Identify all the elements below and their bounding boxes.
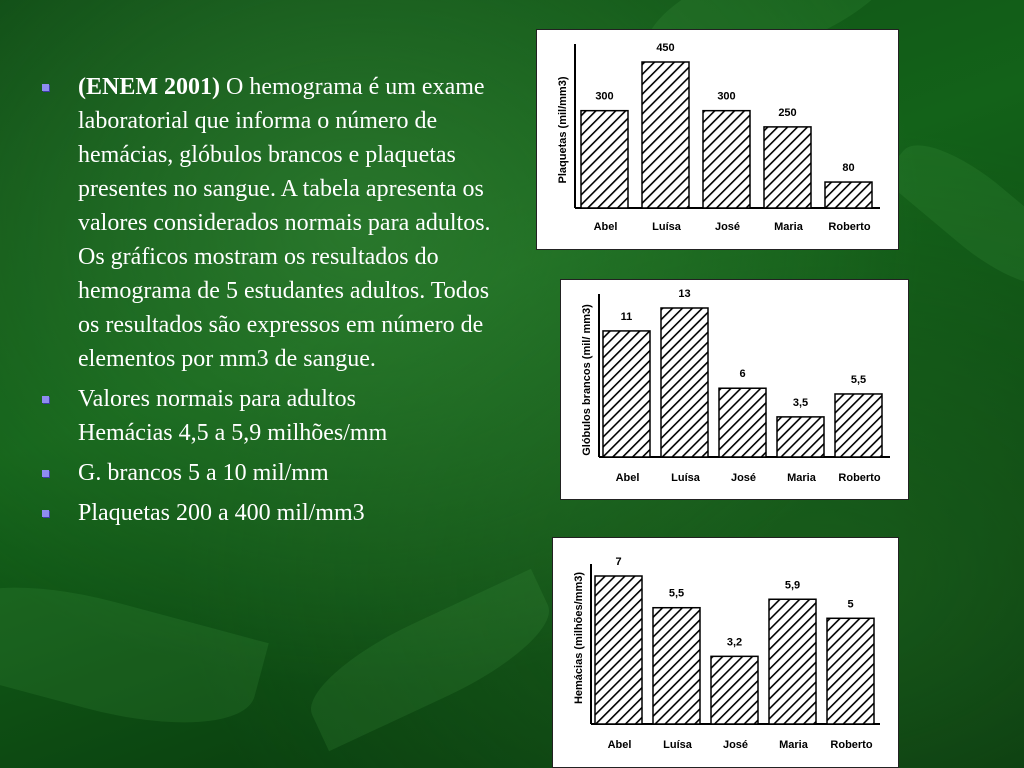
category-label: Maria [774,221,803,233]
bar-value-label: 5,9 [784,579,801,592]
globulos-normal-range: G. brancos 5 a 10 mil/mm [78,460,329,486]
y-axis-label: Glóbulos brancos (mil/ mm3) [581,304,593,456]
hemacias-chart-panel [552,537,899,768]
bar-abel [581,111,628,208]
exam-source: (ENEM 2001) [78,74,220,100]
y-axis-label: Hemácias (milhões/mm3) [573,571,585,705]
bullet-item [38,456,508,490]
globulos-chart-panel [560,279,909,500]
bar-value-label: 80 [842,162,855,175]
square-bullet-icon [42,84,49,91]
category-label: Roberto [838,472,881,484]
category-label: Abel [607,739,632,751]
bar-roberto [835,394,882,457]
square-bullet-icon [42,396,49,403]
bar-value-label: 3,5 [792,396,809,409]
y-axis-label: Plaquetas (mil/mm3) [557,76,569,184]
bar-value-label: 5,5 [850,373,867,386]
square-bullet-icon [42,470,49,477]
plaquetas-chart [537,30,898,249]
bar-value-label: 3,2 [726,636,743,649]
question-text: O hemograma é um exame laboratorial que informa o número de hemácias, glóbulos brancos e plaquetas presentes no sangue. A tabela apresenta os valores considerados normais para adultos. Os gráficos mostram os resultados do hemograma de 5 estudantes adultos. Todos os resultados são expressos em número de elementos por mm3 de sangue. [78,74,491,372]
bullet-item [38,70,508,376]
bullet-item [38,496,508,530]
bar-maria [764,127,811,208]
bar-value-label: 7 [615,556,622,568]
category-label: Roberto [830,739,873,751]
plaquetas-normal-range: Plaquetas 200 a 400 mil/mm3 [78,500,365,526]
category-label: Abel [615,472,640,484]
hemacias-chart [553,538,898,767]
bar-value-label: 450 [656,42,675,54]
globulos-brancos-chart [561,280,908,499]
category-label: José [714,221,741,233]
category-label: Luísa [671,472,700,484]
bar-luísa [661,308,708,457]
bar-maria [777,417,824,457]
bar-luísa [653,608,700,724]
category-label: Luísa [663,739,692,751]
bar-abel [603,331,650,457]
bar-value-label: 6 [739,368,746,381]
bar-value-label: 300 [717,90,736,103]
category-label: José [722,739,749,751]
bar-value-label: 13 [678,288,691,300]
bar-value-label: 5,5 [668,587,685,600]
bar-value-label: 300 [595,90,614,103]
category-label: José [730,472,757,484]
square-bullet-icon [42,510,49,517]
bar-value-label: 5 [847,598,854,611]
bar-roberto [827,618,874,724]
bar-roberto [825,182,872,208]
bar-josé [719,388,766,457]
bar-luísa [642,62,689,208]
category-label: Abel [593,221,618,233]
category-label: Roberto [828,221,871,233]
bullet-item [38,382,508,450]
bullet-list [38,70,508,530]
category-label: Luísa [652,221,681,233]
bar-maria [769,599,816,724]
bar-value-label: 11 [620,310,633,323]
category-label: Maria [787,472,816,484]
hemacias-normal-range: Hemácias 4,5 a 5,9 milhões/mm [78,420,388,446]
normal-values-heading: Valores normais para adultos [78,386,356,412]
bar-josé [703,111,750,208]
slide-text [38,70,508,536]
bar-value-label: 250 [778,106,797,119]
bar-josé [711,656,758,724]
plaquetas-chart-panel [536,29,899,250]
category-label: Maria [779,739,808,751]
bar-abel [595,576,642,724]
